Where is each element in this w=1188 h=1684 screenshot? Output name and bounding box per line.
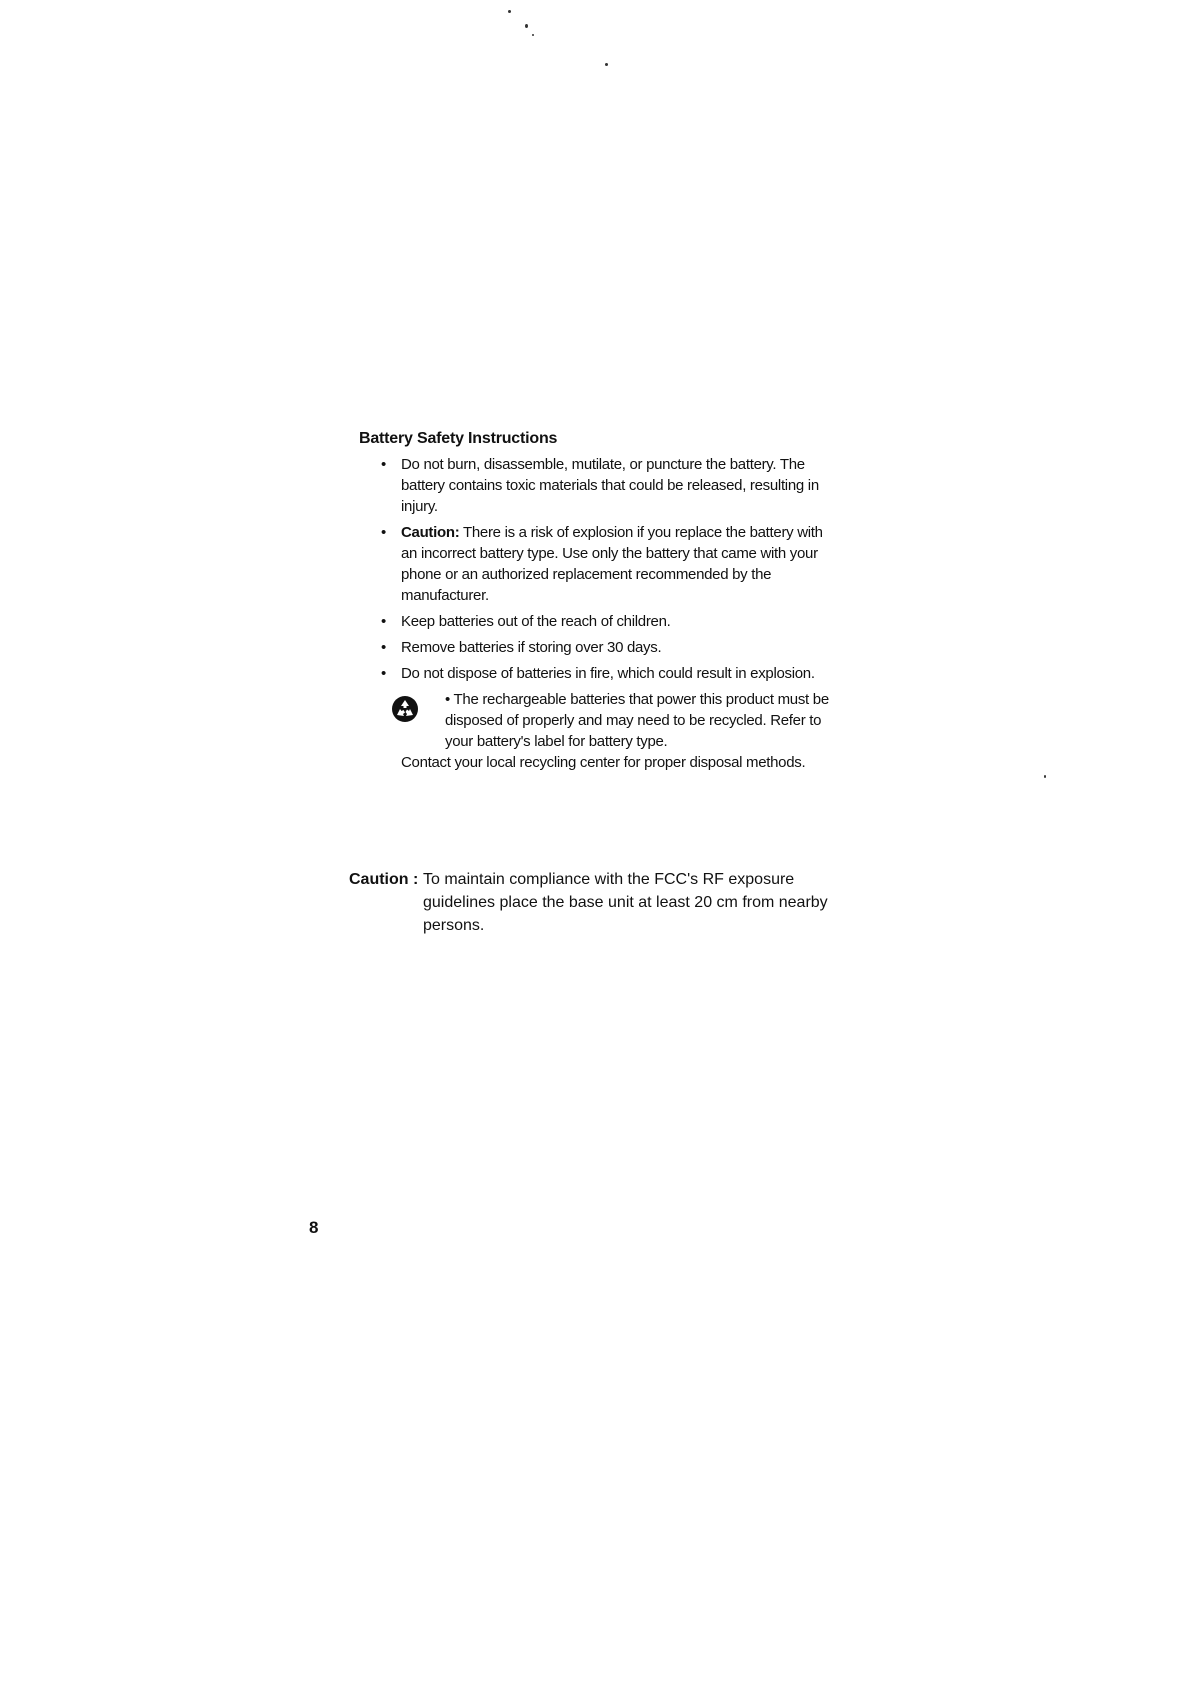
scan-speck bbox=[532, 34, 534, 36]
section-heading: Battery Safety Instructions bbox=[359, 430, 558, 447]
caution-text: There is a risk of explosion if you replace the battery with an incorrect battery type. Use only the battery that came with your phone or an authorized replacement recommended by the manufacturer. bbox=[401, 524, 823, 604]
caution-lead: Caution: bbox=[401, 524, 460, 541]
scan-speck bbox=[508, 10, 511, 13]
scan-speck bbox=[1044, 775, 1046, 778]
scan-speck bbox=[525, 24, 528, 28]
safety-bullet-list bbox=[359, 454, 839, 684]
recycle-note bbox=[383, 689, 839, 773]
fcc-caution-label: Caution : bbox=[349, 871, 419, 888]
safety-bullet: • Keep batteries out of the reach of children. bbox=[381, 611, 839, 632]
safety-bullet: • Remove batteries if storing over 30 days. bbox=[381, 637, 839, 658]
caution-bullet bbox=[381, 522, 839, 606]
safety-bullet: • Do not dispose of batteries in fire, which could result in explosion. bbox=[381, 663, 839, 684]
fcc-caution-text: To maintain compliance with the FCC's RF exposure guidelines place the base unit at least 20 cm from nearby persons. bbox=[423, 871, 828, 934]
recycle-note-tail: Contact your local recycling center for proper disposal methods. bbox=[401, 754, 806, 771]
battery-safety-section bbox=[359, 430, 839, 773]
page-number: 8 bbox=[309, 1218, 319, 1237]
scan-speck bbox=[605, 63, 608, 66]
recycle-icon bbox=[391, 695, 419, 723]
safety-bullet: • Do not burn, disassemble, mutilate, or puncture the battery. The battery contains toxic materials that could be released, resulting in injury. bbox=[381, 454, 839, 517]
recycle-note-text: • The rechargeable batteries that power this product must be disposed of properly and may need to be recycled. Refer to your battery's label for battery type. bbox=[445, 691, 829, 750]
fcc-caution-section bbox=[349, 868, 829, 937]
